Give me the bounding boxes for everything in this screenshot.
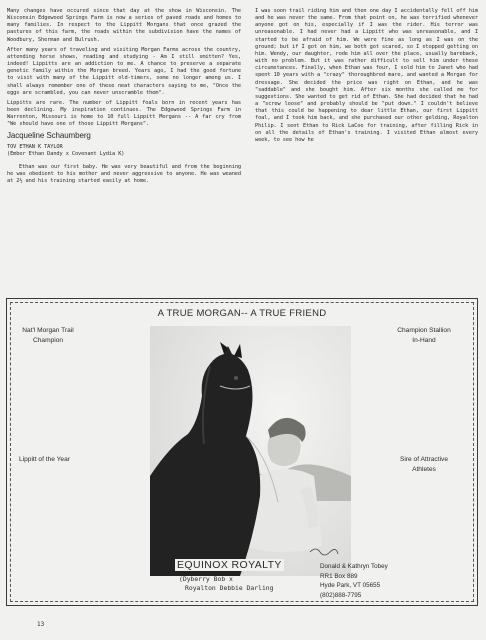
article-paragraph: Lippitts are rare. The number of Lippitt foals born in recent years has been declining. My inspiration continues. The Edgewood Springs Farm in Warrenton, Missouri is home to 10 full Lippitt Morgans -- A far cry from "We should have one of those Lippitt Morgans". (7, 99, 241, 128)
advertised-horse-name: EQUINOX ROYALTY (177, 559, 282, 571)
caption-line: In-Hand (412, 337, 436, 344)
horse-pedigree (179, 575, 274, 593)
caption-trail-champion (17, 326, 79, 346)
article-paragraph: I was soon trail riding him and then one day I accidentally fell off him and he was never the same. From that point on, he was terrified whenever anyone got on his, especially if I was the rider. His terror was unreasonable. I had never had a Lippitt who was unreasonable, and I started to be afraid of him. We were fine as long as I was on the ground; but if I got on him, we both got scared, so I stopped getting on him. Wendy, our daughter, rode him all over the place, usually bareback, with no problem. But it was rather difficult to sell him under these circumstances. Finally, when Ethan was four, I sold him to Janet who had spent 10 years with a "crazy" thoroughbred mare, and wanted a Morgan for dressage. She decided the price was right on Ethan, and he was "saddable" and she bought him. After six months she called me for suggestions. She wanted to get rid of Ethan. She had decided that he had a "screw loose" and probably should be "put down." I couldn't believe that this could be happening to dear little Ethan, our first Lippitt foal, and I took him back, and she purchased our other gelding, Royalton Philip. I sent Ethan to Rick LaCoe for training, after filling Rick in on all the details of Ethan's training. I visited Ethan almost every week, to see how he (255, 8, 478, 143)
horse-heading: TOV ETHAN K TAYLOR (7, 143, 63, 150)
ad-title: A TRUE MORGAN-- A TRUE FRIEND (157, 308, 327, 319)
caption-champion-stallion (379, 326, 469, 346)
photo-illustration (150, 326, 351, 576)
horse-and-woman-photo (150, 326, 351, 576)
pedigree-line: Royalton Debbie Darling (185, 584, 274, 592)
owner-address: RR1 Box 889 (320, 572, 358, 580)
horse-parents: (Ember Ethan Dandy x Covenant Lydia K) (7, 150, 125, 157)
page-number: 13 (37, 621, 45, 628)
caption-line: Athletes (412, 466, 436, 473)
author-signature: Jacqueline Schaumberg (7, 130, 91, 140)
owner-name: Donald & Kathryn Tobey (320, 563, 388, 570)
article-paragraph: After many years of traveling and visiting Morgan Farms across the country, attending horse shows, reading and studying - Am I still smitten? Yes, indeed! Lippitts are an addiction to me. A chance to preserve a separate genetic family within the Morgan breed. Years ago, I had the good fortune to visit with many of the Lippitt old-timers, some no longer among us. I shall always remember one of these neat characters saying to me, "Once the eggs are scrambled, you can never unscramble them". (7, 46, 241, 96)
article-paragraph: Ethan was our first baby. He was very beautiful and from the beginning he was obedient to his mother and never aggressive to anyone. He was weaned at 2½ and his training started easily at home. (7, 163, 241, 185)
caption-sire (379, 455, 469, 475)
caption-line: Nat'l Morgan Trail (22, 327, 74, 334)
caption-line: Champion Stallion (397, 327, 451, 334)
article-right-column (255, 8, 478, 147)
caption-line: Sire of Attractive (399, 456, 448, 463)
article-left-column (7, 8, 241, 188)
owner-phone: (802)888-7795 (320, 591, 362, 599)
owner-city: Hyde Park, VT 05655 (320, 582, 381, 589)
pedigree-line: (Dyberry Bob x (179, 575, 233, 583)
advertisement (6, 298, 478, 606)
caption-line: Champion (32, 337, 64, 344)
article-paragraph: Many changes have occured since that day at the show in Wisconsin. The Wisconsin Edgewood Springs Farm is now a series of paved roads and homes to many families. In respect to the Lippitt Morgans that once grazed the pastures of this farm, the roads within the subdivision have the names of Woodbury, Sherman and Bulrush. (7, 8, 241, 43)
owner-contact (320, 562, 388, 600)
caption-lippitt-of-year: Lippitt of the Year (19, 456, 70, 463)
